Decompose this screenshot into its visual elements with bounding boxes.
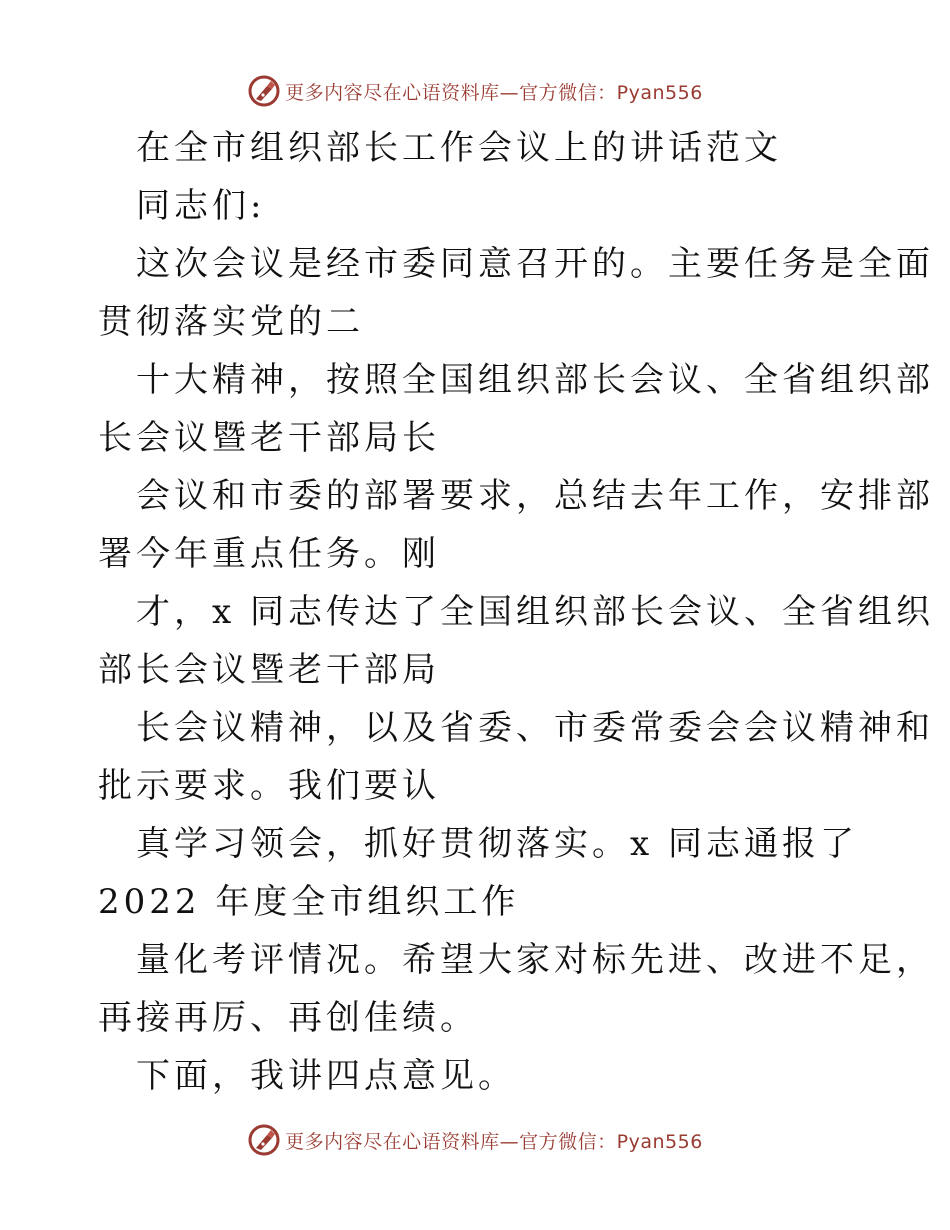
- paragraph-line: 署今年重点任务。刚: [98, 534, 440, 574]
- paragraph-line: 长会议精神，以及省委、市委常委会会议精神和: [136, 708, 934, 748]
- paragraph-line: 会议和市委的部署要求，总结去年工作，安排部: [136, 476, 934, 516]
- watermark-banner-bottom: [0, 1120, 950, 1160]
- pen-nib-logo-icon: [247, 74, 281, 108]
- paragraph-line: 这次会议是经市委同意召开的。主要任务是全面: [136, 244, 934, 284]
- paragraph-line: 才，x 同志传达了全国组织部长会议、全省组织: [136, 592, 934, 632]
- watermark-banner-top: [0, 71, 950, 111]
- document-title: 在全市组织部长工作会议上的讲话范文: [136, 128, 782, 168]
- paragraph-line: 再接再厉、再创佳绩。: [98, 998, 478, 1038]
- watermark-text-top: 更多内容尽在心语资料库—官方微信：Pyan556: [285, 81, 703, 104]
- paragraph-line: 贯彻落实党的二: [98, 302, 364, 342]
- paragraph-line: 批示要求。我们要认: [98, 766, 440, 806]
- pen-nib-logo-icon: [247, 1123, 281, 1157]
- paragraph-line: 长会议暨老干部局长: [98, 418, 440, 458]
- paragraph-line: 部长会议暨老干部局: [98, 650, 440, 690]
- salutation: 同志们:: [136, 186, 266, 226]
- paragraph-line: 真学习领会，抓好贯彻落实。x 同志通报了: [136, 824, 858, 864]
- watermark-text-bottom: 更多内容尽在心语资料库—官方微信：Pyan556: [285, 1130, 703, 1153]
- paragraph-line: 量化考评情况。希望大家对标先进、改进不足，: [136, 940, 934, 980]
- paragraph-line: 2022 年度全市组织工作: [98, 882, 520, 922]
- paragraph-line: 十大精神，按照全国组织部长会议、全省组织部: [136, 360, 934, 400]
- paragraph-line: 下面，我讲四点意见。: [136, 1056, 516, 1096]
